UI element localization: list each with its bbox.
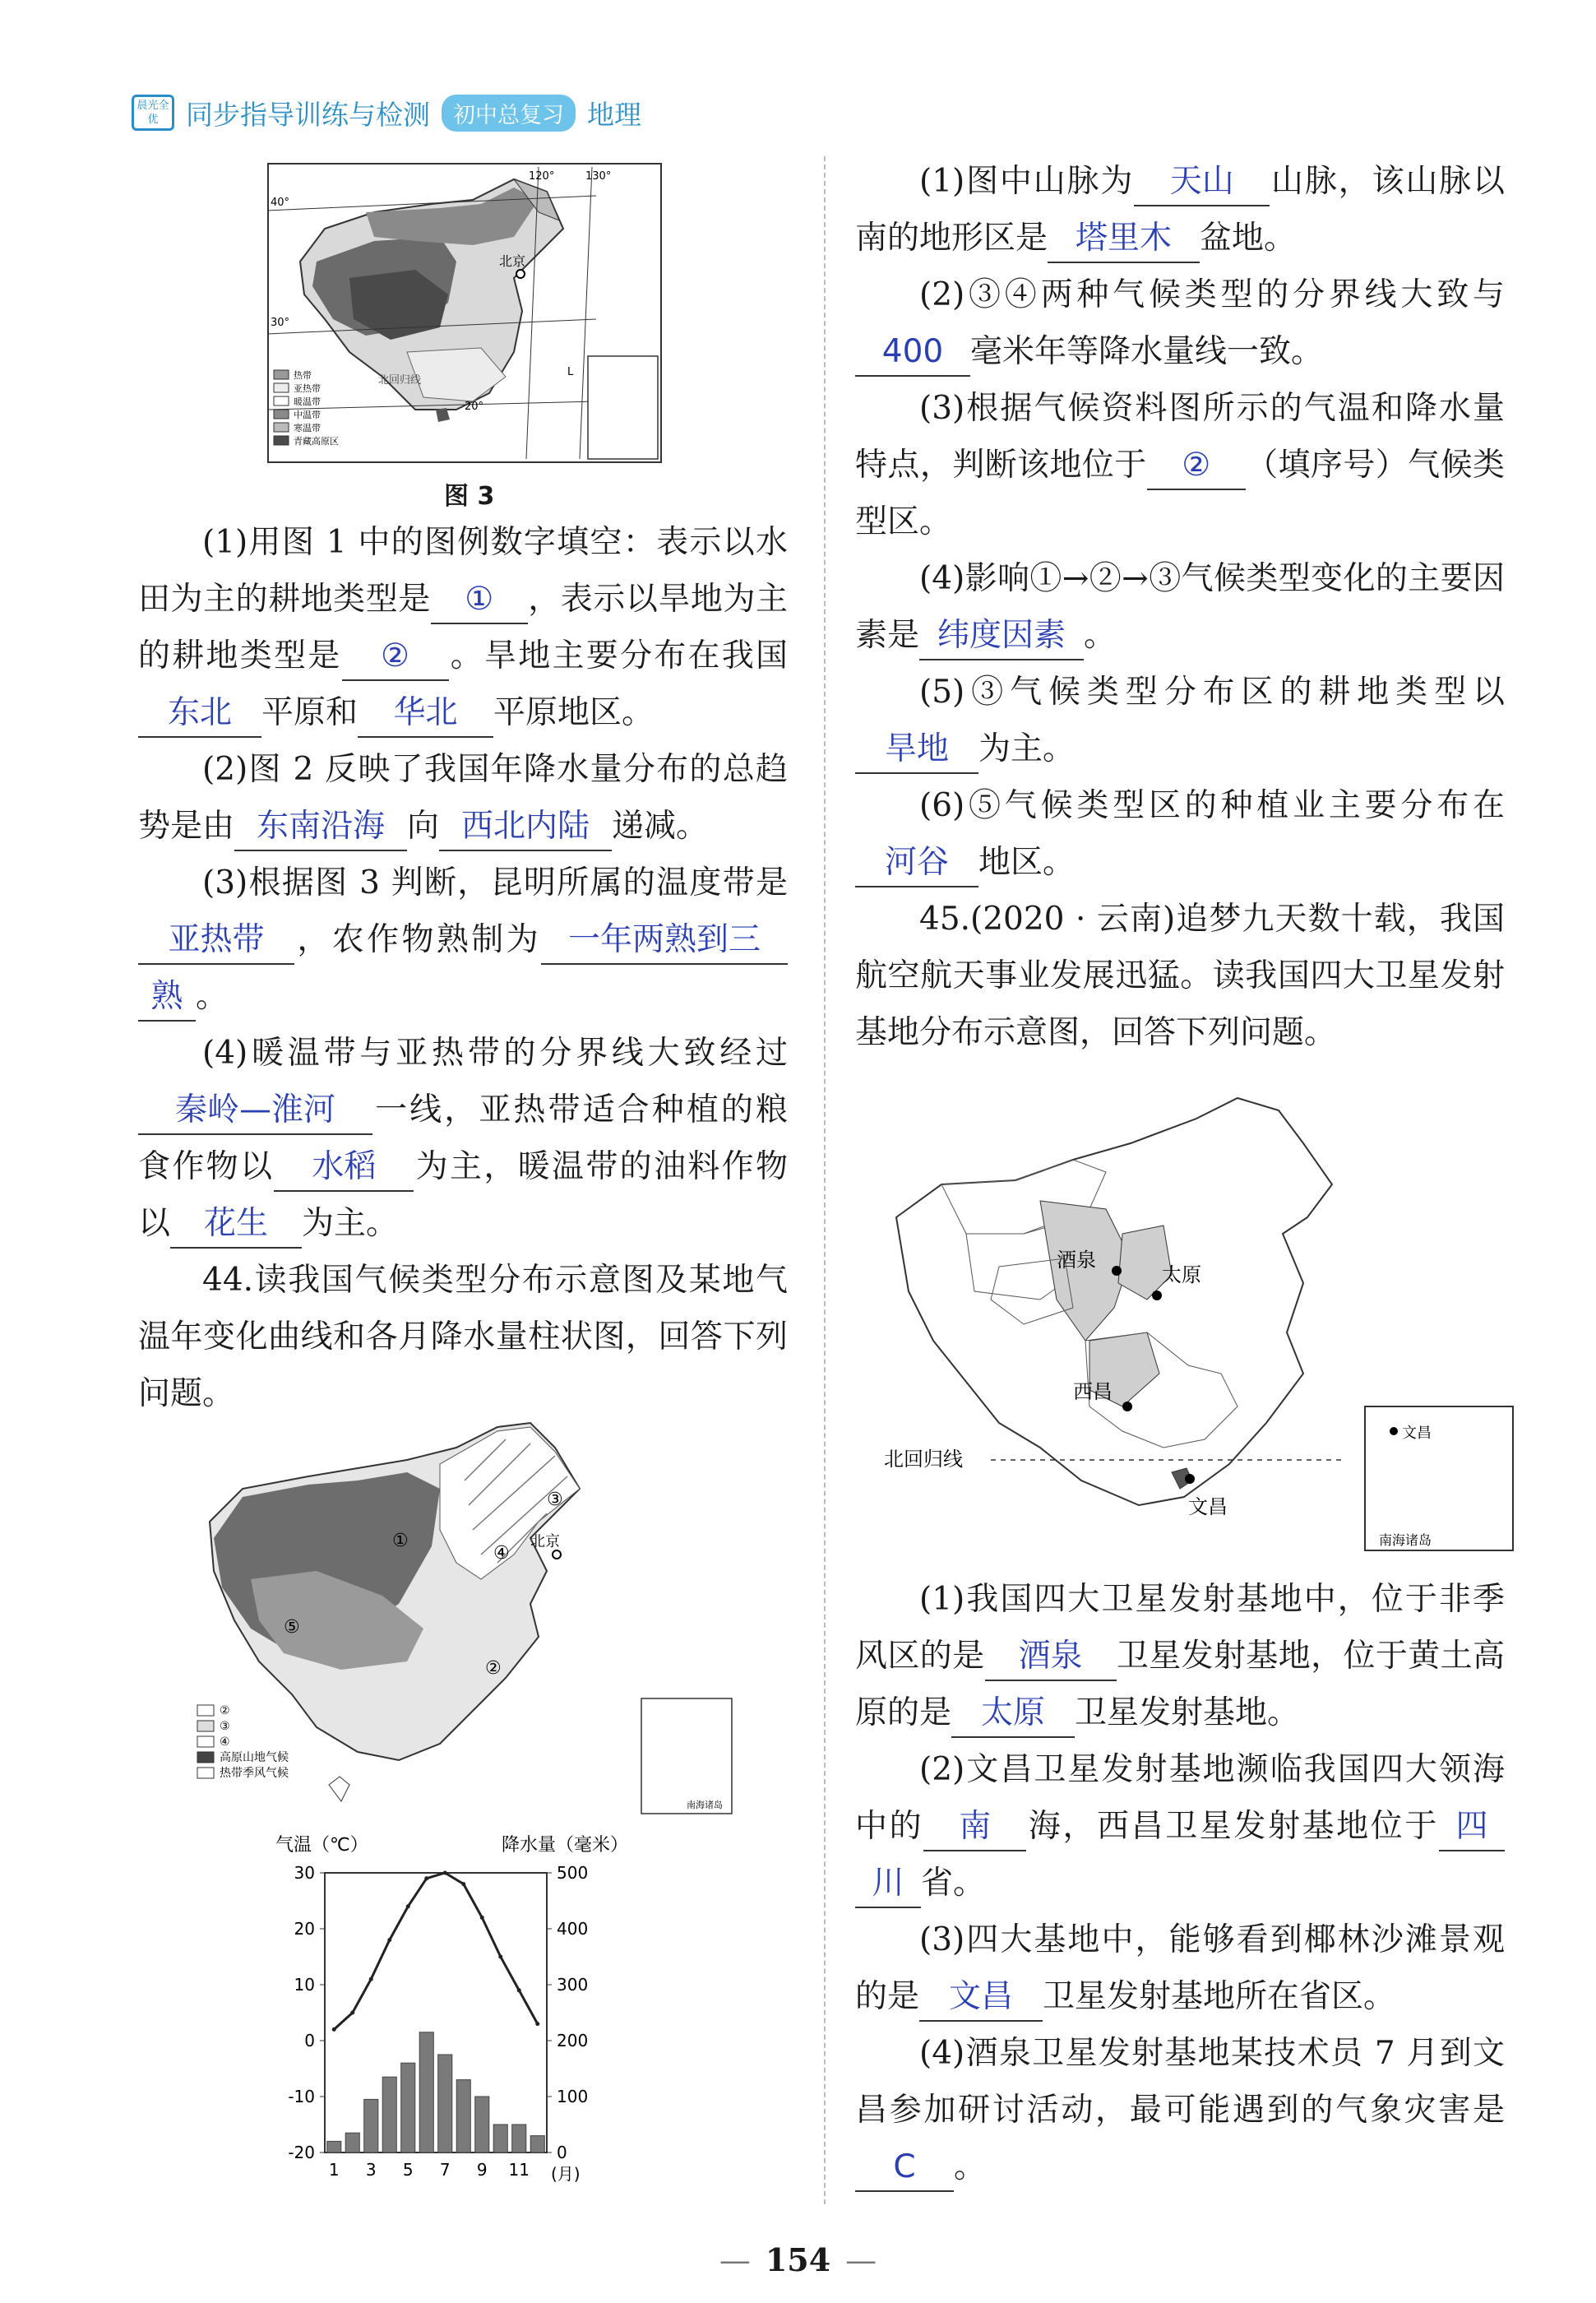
tropic-label: 北回归线 bbox=[884, 1448, 963, 1471]
precip-bar bbox=[401, 2063, 415, 2152]
answer-blank[interactable]: 400 bbox=[855, 329, 970, 377]
inset-wenchang-label: 文昌 bbox=[1402, 1425, 1432, 1442]
svg-text:④: ④ bbox=[220, 1735, 230, 1749]
figure-3-temperature-zones-map bbox=[267, 163, 662, 463]
svg-text:寒温带: 寒温带 bbox=[294, 423, 321, 433]
answer-blank[interactable]: 秦岭—淮河 bbox=[138, 1087, 372, 1135]
answer-blank[interactable]: 川 bbox=[855, 1860, 921, 1908]
temperature-point bbox=[424, 1876, 428, 1880]
answer-blank[interactable]: ② bbox=[342, 633, 449, 681]
climate-region-label: ② bbox=[485, 1658, 502, 1679]
precip-bar bbox=[512, 2125, 526, 2152]
question-43-4: (4)暖温带与亚热带的分界线大致经过秦岭—淮河 一线，亚热带适合种植的粮食作物以 水稻 为主，暖温带的油料作物以 花生 为主。 bbox=[138, 1025, 788, 1252]
question-44-stem: 44.读我国气候类型分布示意图及某地气温年变化曲线和各月降水量柱状图，回答下列问题。 bbox=[138, 1262, 788, 1412]
climate-region-label: ⑤ bbox=[284, 1617, 300, 1638]
question-45-stem: 45.(2020 · 云南)追梦九天数十载，我国航空航天事业发展迅猛。读我国四大卫星发射基地分布示意图，回答下列问题。 bbox=[855, 901, 1505, 1051]
answer-blank[interactable]: 一年两熟到三 bbox=[541, 917, 788, 965]
x-tick-label: 5 bbox=[402, 2160, 414, 2180]
climate-map-beijing: 北京 bbox=[530, 1533, 560, 1550]
jiuquan-marker bbox=[1112, 1266, 1122, 1276]
temperature-point bbox=[332, 2027, 336, 2032]
question-44-4: (4)影响①→②→③气候类型变化的主要因素是 纬度因素 。 bbox=[855, 550, 1505, 664]
precip-bar bbox=[530, 2136, 544, 2152]
answer-blank[interactable]: 亚热带 bbox=[138, 917, 294, 965]
question-45-2: (2)文昌卫星发射基地濒临我国四大领海中的 南 海，西昌卫星发射基地位于 四川 省。 bbox=[855, 1741, 1505, 1911]
temperature-point bbox=[480, 1916, 484, 1920]
base-label-xichang: 西昌 bbox=[1073, 1380, 1113, 1403]
fig3-lat-label: 40° bbox=[271, 197, 290, 209]
answer-blank[interactable]: ② bbox=[1147, 443, 1246, 490]
question-45-4: (4)酒泉卫星发射基地某技术员 7 月到文昌参加研讨活动，最可能遇到的气象灾害是C 。 bbox=[855, 2025, 1505, 2195]
svg-text:中温带: 中温带 bbox=[294, 410, 321, 420]
publisher-logo: 晨光全优 bbox=[132, 95, 174, 131]
svg-text:高原山地气候: 高原山地气候 bbox=[220, 1751, 289, 1764]
answer-blank[interactable]: 太原 bbox=[951, 1690, 1075, 1738]
climate-region-label: ③ bbox=[547, 1490, 563, 1510]
answer-blank[interactable]: 天山 bbox=[1134, 159, 1270, 206]
y-right-tick-label: 0 bbox=[557, 2143, 567, 2162]
answer-blank[interactable]: 华北 bbox=[358, 690, 493, 738]
climate-region-label: ④ bbox=[493, 1543, 510, 1564]
answer-blank[interactable]: 四 bbox=[1439, 1804, 1505, 1851]
base-label-jiuquan: 酒泉 bbox=[1057, 1249, 1096, 1272]
satellite-bases-map bbox=[876, 1094, 1525, 1555]
temperature-point bbox=[461, 1882, 465, 1886]
inset-label: 南海诸岛 bbox=[687, 1800, 723, 1810]
svg-text:热带: 热带 bbox=[294, 370, 312, 381]
question-44-6: (6)⑤气候类型区的种植业主要分布在河谷 地区。 bbox=[855, 777, 1505, 891]
series-title: 同步指导训练与检测 bbox=[186, 98, 430, 131]
fig3-lon-label: 130° bbox=[585, 170, 612, 183]
fig3-tropic-label: 北回归线 bbox=[378, 374, 422, 387]
temperature-point bbox=[443, 1871, 447, 1875]
chart-xlabel: (月) bbox=[551, 2164, 581, 2184]
answer-blank[interactable]: C bbox=[855, 2144, 954, 2192]
question-45-1: (1)我国四大卫星发射基地中，位于非季风区的是 酒泉 卫星发射基地，位于黄土高原的是 太原 卫星发射基地。 bbox=[855, 1571, 1505, 1741]
beijing-marker bbox=[553, 1550, 561, 1559]
answer-blank[interactable]: 文昌 bbox=[919, 1974, 1043, 2022]
y-left-tick-label: 0 bbox=[304, 2031, 315, 2050]
temperature-point bbox=[517, 1988, 521, 1992]
climate-chart bbox=[267, 1828, 695, 2189]
y-right-tick-label: 400 bbox=[557, 1919, 589, 1939]
x-tick-label: 9 bbox=[476, 2160, 488, 2180]
precip-bar bbox=[419, 2032, 433, 2152]
chart-ylabel-left: 气温（℃） bbox=[275, 1835, 368, 1856]
chart-ylabel-right: 降水量（毫米） bbox=[502, 1835, 629, 1856]
subject-title: 地理 bbox=[587, 98, 641, 131]
series-badge: 初中总复习 bbox=[442, 95, 576, 132]
answer-blank[interactable]: 水稻 bbox=[274, 1144, 414, 1192]
taiyuan-marker bbox=[1152, 1291, 1162, 1300]
figure-3-caption: 图 3 bbox=[444, 482, 495, 511]
y-right-tick-label: 300 bbox=[557, 1975, 589, 1995]
question-43-1: (1)用图 1 中的图例数字填空：表示以水田为主的耕地类型是 ① ，表示以旱地为主的耕地类型是 ② 。旱地主要分布在我国东北 平原和 华北 平原地区。 bbox=[138, 514, 788, 741]
question-44-1: (1)图中山脉为 天山 山脉，该山脉以南的地形区是 塔里木 盆地。 bbox=[855, 153, 1505, 266]
svg-text:热带季风气候: 热带季风气候 bbox=[220, 1767, 289, 1780]
climate-map-legend bbox=[197, 1704, 289, 1780]
y-left-tick-label: -20 bbox=[288, 2143, 315, 2162]
precip-bar bbox=[327, 2141, 341, 2152]
page-header bbox=[132, 92, 641, 133]
temperature-point bbox=[498, 1955, 502, 1959]
answer-blank[interactable]: 东北 bbox=[138, 690, 261, 738]
svg-text:暖温带: 暖温带 bbox=[294, 396, 321, 407]
temperature-point bbox=[535, 2022, 539, 2026]
y-right-tick-label: 500 bbox=[557, 1863, 589, 1883]
question-44-2: (2)③④两种气候类型的分界线大致与400 毫米年等降水量线一致。 bbox=[855, 266, 1505, 380]
wenchang-marker bbox=[1185, 1474, 1195, 1484]
answer-blank[interactable]: 花生 bbox=[170, 1201, 302, 1249]
answer-blank[interactable]: 东南沿海 bbox=[234, 804, 407, 851]
svg-text:青藏高原区: 青藏高原区 bbox=[294, 436, 339, 447]
column-divider bbox=[824, 156, 826, 2204]
x-tick-label: 11 bbox=[508, 2160, 530, 2180]
question-43-2: (2)图 2 反映了我国年降水量分布的总趋势是由 东南沿海 向 西北内陆 递减。 bbox=[138, 741, 788, 855]
fig3-kunming-label: L bbox=[567, 366, 574, 378]
xichang-marker bbox=[1122, 1402, 1132, 1411]
right-column-text-2 bbox=[855, 1571, 1505, 2195]
base-label-wenchang: 文昌 bbox=[1188, 1495, 1228, 1518]
precip-bar bbox=[345, 2133, 359, 2152]
answer-blank[interactable]: 西北内陆 bbox=[439, 804, 612, 851]
beijing-marker bbox=[516, 270, 525, 278]
question-43-3: (3)根据图 3 判断，昆明所属的温度带是亚热带 ，农作物熟制为 一年两熟到三熟 。 bbox=[138, 855, 788, 1025]
question-44-3: (3)根据气候资料图所示的气温和降水量特点，判断该地位于 ② （填序号）气候类型区。 bbox=[855, 390, 1505, 540]
climate-region-label: ① bbox=[392, 1531, 409, 1551]
precip-bar bbox=[456, 2080, 470, 2152]
svg-text:②: ② bbox=[220, 1704, 230, 1717]
answer-blank[interactable]: 酒泉 bbox=[985, 1633, 1117, 1681]
left-column-text bbox=[138, 514, 788, 1422]
answer-blank[interactable]: 熟 bbox=[138, 974, 196, 1022]
fig3-beijing-label: 北京 bbox=[499, 253, 526, 269]
fig3-lon-label: 120° bbox=[529, 170, 555, 183]
precip-bar bbox=[438, 2055, 452, 2152]
right-column-text bbox=[855, 153, 1505, 1061]
answer-blank[interactable]: ① bbox=[431, 577, 528, 624]
answer-blank[interactable]: 纬度因素 bbox=[919, 613, 1084, 660]
answer-blank[interactable]: 塔里木 bbox=[1048, 215, 1200, 263]
inset-label: 南海诸岛 bbox=[1379, 1532, 1432, 1548]
precip-bar bbox=[475, 2097, 489, 2152]
precip-bar bbox=[493, 2125, 507, 2152]
fig3-lat-label: 20° bbox=[465, 401, 484, 413]
climate-types-map bbox=[193, 1415, 736, 1822]
temperature-point bbox=[387, 1938, 391, 1942]
y-left-tick-label: -10 bbox=[288, 2087, 315, 2106]
temperature-point bbox=[369, 1977, 373, 1981]
chart-frame bbox=[325, 1873, 547, 2152]
svg-text:③: ③ bbox=[220, 1720, 230, 1733]
y-right-tick-label: 200 bbox=[557, 2031, 589, 2050]
precip-bar bbox=[364, 2099, 378, 2152]
question-44-5: (5)③气候类型分布区的耕地类型以旱地 为主。 bbox=[855, 664, 1505, 777]
y-right-tick-label: 100 bbox=[557, 2087, 589, 2106]
x-tick-label: 3 bbox=[365, 2160, 377, 2180]
base-label-taiyuan: 太原 bbox=[1162, 1263, 1201, 1286]
y-left-tick-label: 20 bbox=[294, 1919, 315, 1939]
question-45-3: (3)四大基地中，能够看到椰林沙滩景观的是 文昌 卫星发射基地所在省区。 bbox=[855, 1911, 1505, 2025]
answer-blank[interactable]: 河谷 bbox=[855, 840, 978, 887]
south-china-sea-inset bbox=[1365, 1406, 1513, 1550]
page-number: — 154 — bbox=[719, 2241, 877, 2278]
x-tick-label: 1 bbox=[328, 2160, 340, 2180]
south-china-sea-inset bbox=[641, 1698, 732, 1814]
fig3-lat-label: 30° bbox=[271, 317, 290, 329]
answer-blank[interactable]: 旱地 bbox=[855, 726, 978, 774]
temperature-point bbox=[350, 2011, 354, 2015]
precip-bar bbox=[382, 2077, 396, 2152]
y-left-tick-label: 10 bbox=[294, 1975, 315, 1995]
temperature-point bbox=[406, 1904, 410, 1908]
answer-blank[interactable]: 南 bbox=[923, 1804, 1026, 1851]
x-tick-label: 7 bbox=[439, 2160, 451, 2180]
y-left-tick-label: 30 bbox=[294, 1863, 315, 1883]
svg-text:亚热带: 亚热带 bbox=[294, 383, 321, 394]
south-china-sea-inset bbox=[588, 356, 658, 459]
